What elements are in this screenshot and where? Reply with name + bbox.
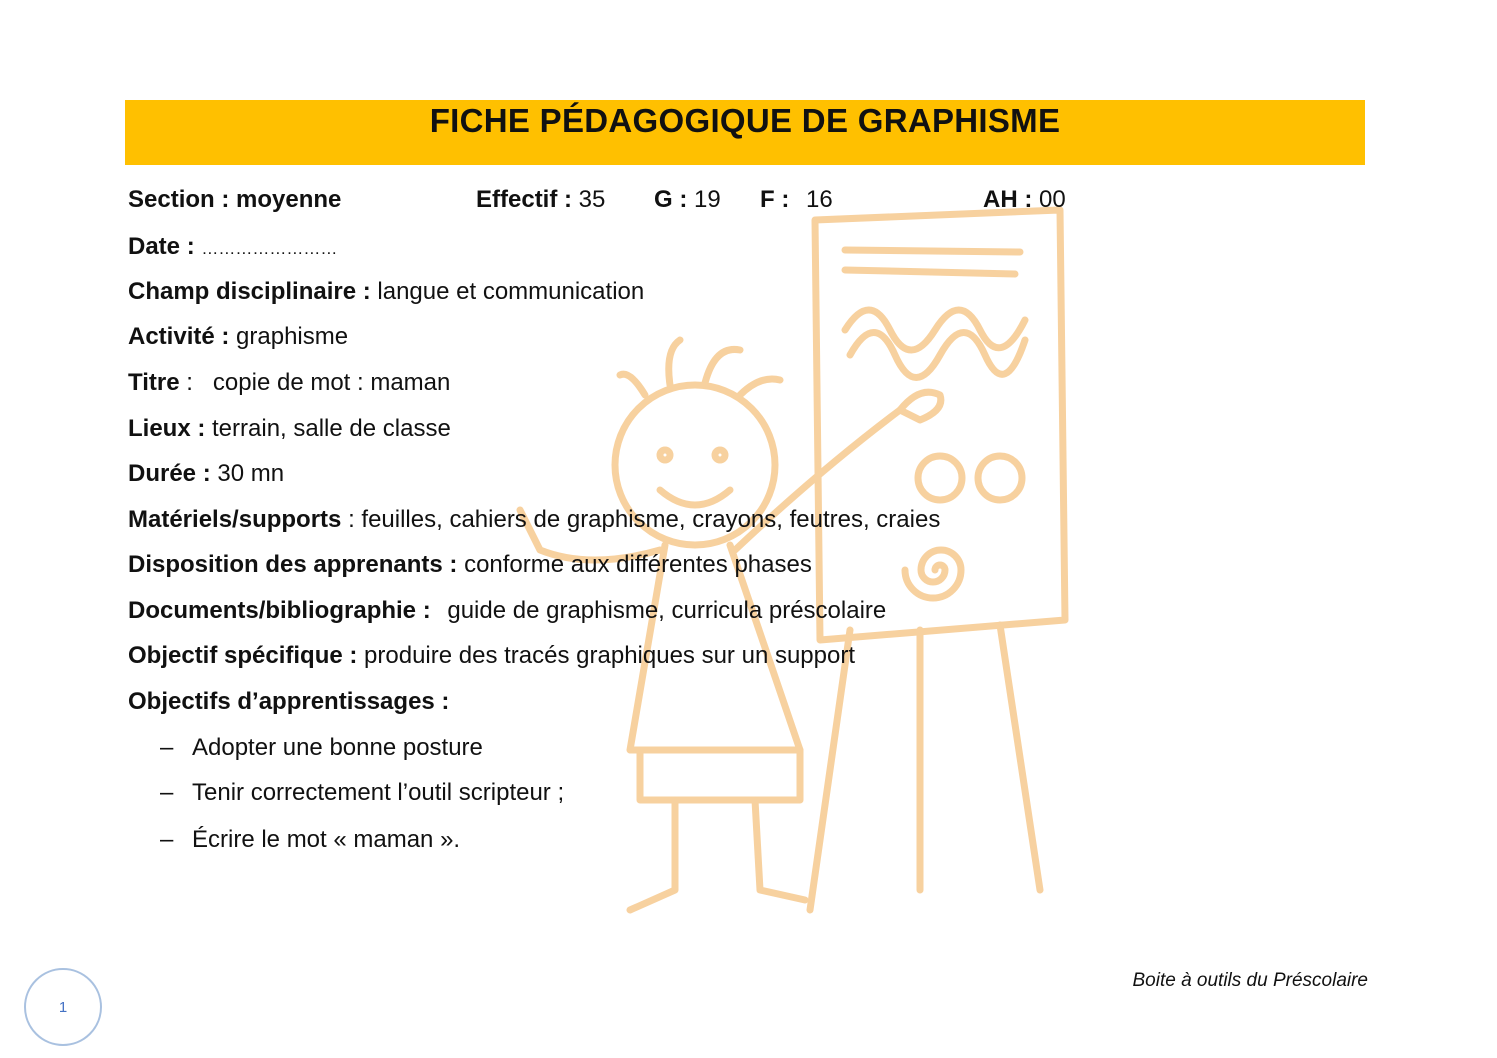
section-label: Section : moyenne — [128, 186, 342, 213]
titre-label: Titre — [128, 369, 180, 396]
bullet-text: Tenir correctement l’outil scripteur ; — [192, 779, 565, 806]
list-item — [160, 826, 460, 854]
materiels-label: Matériels/supports — [128, 506, 342, 533]
list-item — [160, 779, 564, 807]
lieux-label: Lieux : — [128, 415, 206, 442]
ah-value: 00 — [1039, 186, 1066, 213]
f-label: F : — [760, 186, 790, 213]
objectifs-apprentissages-label: Objectifs d’apprentissages : — [128, 688, 450, 715]
date-label: Date : — [128, 233, 195, 260]
duree-field — [128, 460, 284, 488]
titre-value: : copie de mot : maman — [186, 369, 451, 396]
activite-label: Activité : — [128, 323, 230, 350]
page-title: FICHE PÉDAGOGIQUE DE GRAPHISME — [429, 102, 1061, 139]
documents-label: Documents/bibliographie : — [128, 597, 431, 624]
g-field — [654, 186, 721, 214]
ah-label: AH : — [983, 186, 1033, 213]
bullet-dash: – — [160, 826, 174, 853]
champ-label: Champ disciplinaire : — [128, 278, 371, 305]
objectifs-apprentissages-heading — [128, 688, 449, 716]
materiels-value: : feuilles, cahiers de graphisme, crayons, feutres, craies — [348, 506, 941, 533]
list-item — [160, 734, 483, 762]
bullet-dash: – — [160, 779, 174, 806]
activite-field — [128, 323, 348, 351]
duree-value: 30 mn — [217, 460, 285, 487]
activite-value: graphisme — [236, 323, 349, 350]
g-label: G : — [654, 186, 688, 213]
page-number-badge — [24, 968, 102, 1046]
documents-value: guide de graphisme, curricula préscolaire — [447, 597, 887, 624]
bullet-dash: – — [160, 734, 174, 761]
effectif-field — [476, 186, 605, 214]
effectif-value: 35 — [578, 186, 606, 213]
date-field — [128, 233, 337, 261]
disposition-field — [128, 551, 812, 579]
ah-field — [983, 186, 1066, 214]
documents-field — [128, 597, 886, 625]
bullet-text: Adopter une bonne posture — [192, 734, 483, 761]
effectif-label: Effectif : — [476, 186, 572, 213]
champ-field — [128, 278, 644, 306]
lieux-field — [128, 415, 451, 443]
date-value: …………………… — [201, 239, 338, 258]
bullet-text: Écrire le mot « maman ». — [192, 826, 461, 853]
footer-text: Boite à outils du Préscolaire — [1132, 970, 1368, 991]
materiels-field — [128, 506, 940, 534]
duree-label: Durée : — [128, 460, 211, 487]
g-value: 19 — [694, 186, 721, 213]
lieux-value: terrain, salle de classe — [212, 415, 451, 442]
titre-field — [128, 369, 450, 397]
section-field — [128, 186, 341, 214]
title-banner — [125, 100, 1365, 165]
disposition-label: Disposition des apprenants : — [128, 551, 458, 578]
page-number: 1 — [58, 999, 68, 1016]
objectif-label: Objectif spécifique : — [128, 642, 358, 669]
objectif-value: produire des tracés graphiques sur un support — [364, 642, 856, 669]
champ-value: langue et communication — [377, 278, 645, 305]
objectif-field — [128, 642, 855, 670]
f-value: 16 — [806, 186, 833, 213]
f-field — [760, 186, 833, 214]
disposition-value: conforme aux différentes phases — [464, 551, 812, 578]
